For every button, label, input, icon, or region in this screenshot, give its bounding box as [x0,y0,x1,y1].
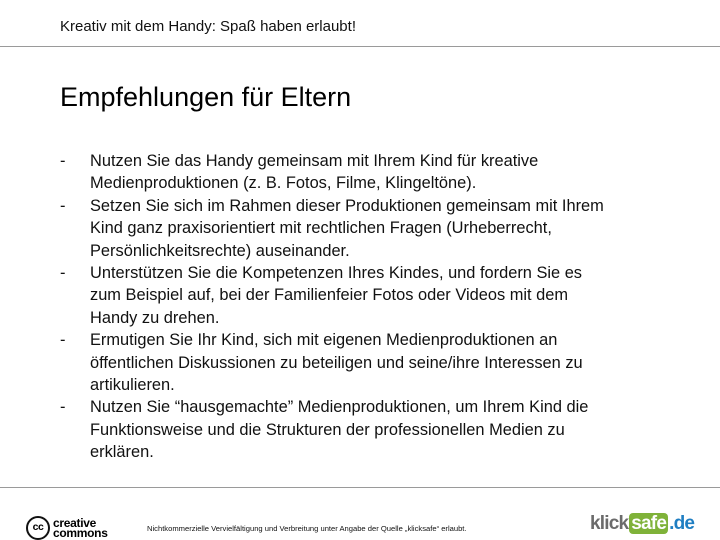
list-item-text [90,396,670,463]
klicksafe-logo [590,513,694,535]
klicksafe-logo-klick: klick [590,513,629,534]
cc-word-commons: commons [53,526,108,540]
bullet-dash: - [60,331,66,350]
klicksafe-logo-safe: safe [631,513,667,534]
cc-word-creative: creative [53,515,96,530]
list-item-line: öffentlichen Diskussionen zu beteiligen und seine/ihre Interessen zu [90,353,583,372]
list-item-text [90,150,670,195]
cc-badge-icon: cc [26,516,50,540]
list-item-line: Setzen Sie sich im Rahmen dieser Produktionen gemeinsam mit Ihrem [90,196,604,215]
list-item-text [90,329,670,396]
list-item-line: Handy zu drehen. [90,308,220,327]
list-item-line: Medienproduktionen (z. B. Fotos, Filme, Klingeltöne). [90,174,477,193]
bottom-divider [0,487,720,488]
cc-wordmark [53,515,108,540]
recommendation-list [60,150,670,464]
license-note: Nichtkommerzielle Vervielfältigung und Verbreitung unter Angabe der Quelle „klicksafe“ erlaubt. [147,524,467,533]
list-item [60,396,670,463]
list-item-line: Funktionsweise und die Strukturen der professionellen Medien zu [90,420,565,439]
creative-commons-logo [26,516,108,540]
list-item [60,150,670,195]
list-item-line: Nutzen Sie das Handy gemeinsam mit Ihrem Kind für kreative [90,152,539,170]
list-item-line: Persönlichkeitsrechte) auseinander. [90,241,350,260]
slide-heading: Empfehlungen für Eltern [60,82,352,112]
list-item-line: Nutzen Sie “hausgemachte” Medienproduktionen, um Ihrem Kind die [90,398,589,417]
bullet-dash: - [60,196,66,215]
top-divider [0,46,720,47]
list-item-line: erklären. [90,443,154,462]
list-item-line: artikulieren. [90,376,175,395]
list-item [60,329,670,396]
list-item-line: Ermutigen Sie Ihr Kind, sich mit eigenen Medienproduktionen an [90,331,558,350]
list-item-line: Kind ganz praxisorientiert mit rechtlichen Fragen (Urheberrecht, [90,219,552,238]
list-item [60,195,670,262]
bullet-dash: - [60,398,66,417]
list-item-text [90,262,670,329]
bullet-dash: - [60,264,66,283]
list-item-line: zum Beispiel auf, bei der Familienfeier Fotos oder Videos mit dem [90,286,568,305]
bullet-dash: - [60,152,66,170]
list-item-line: Unterstützen Sie die Kompetenzen Ihres Kindes, und fordern Sie es [90,264,583,283]
list-item [60,262,670,329]
list-item-text [90,195,670,262]
klicksafe-logo-de: .de [669,513,695,534]
presentation-title: Kreativ mit dem Handy: Spaß haben erlaubt! [60,18,356,35]
